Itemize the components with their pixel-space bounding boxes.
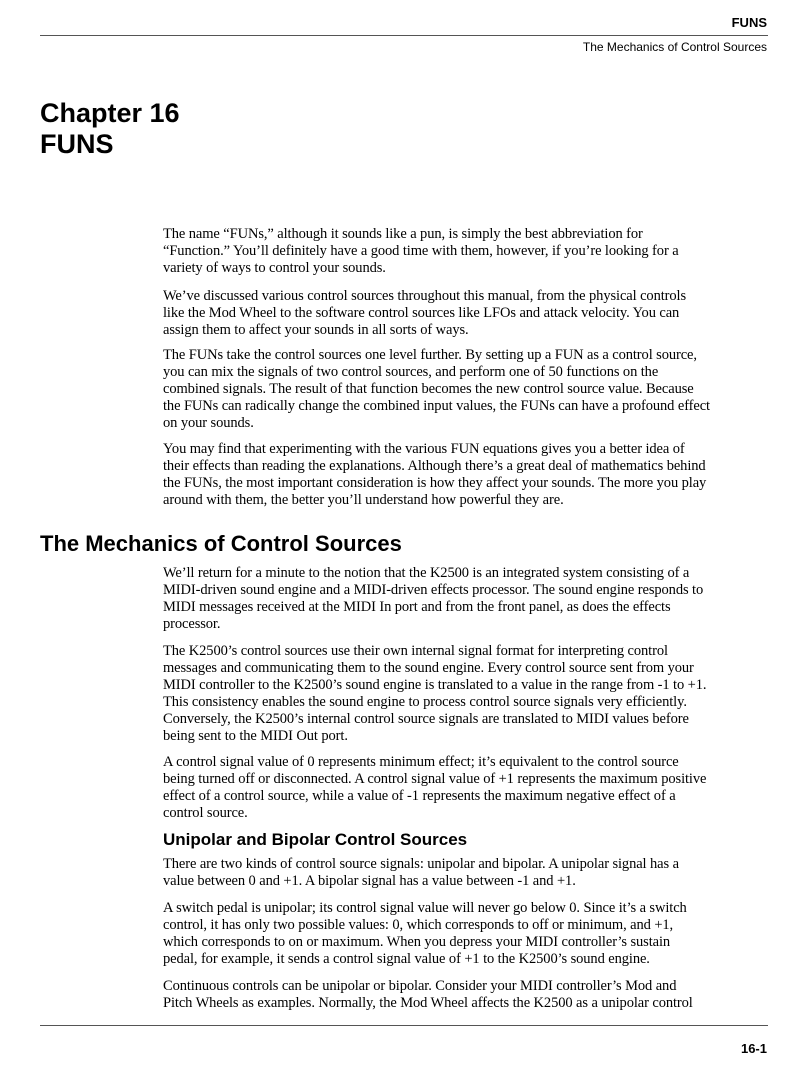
text-line: their effects than reading the explanations. Although there’s a great deal of mathematics behind (163, 458, 706, 474)
text-line: like the Mod Wheel to the software control sources like LFOs and attack velocity. You can (163, 305, 680, 321)
text-line: around with them, the better you’ll understand how powerful they are. (163, 492, 564, 508)
text-line: This consistency enables the sound engine to process control source signals very efficiently. (163, 694, 687, 710)
text-line: control source. (163, 805, 248, 821)
text-line: pedal, for example, it sends a control signal value of +1 to the K2500’s sound engine. (163, 951, 650, 967)
text-line: which corresponds to on or maximum. When you depress your MIDI controller’s sustain (163, 934, 671, 950)
text-line: “Function.” You’ll definitely have a good time with them, however, if you’re looking for a (163, 243, 679, 259)
body-paragraph (163, 978, 773, 1012)
body-paragraph (163, 856, 773, 890)
text-line: You may find that experimenting with the various FUN equations gives you a better idea of (163, 441, 685, 457)
running-header-subtitle: The Mechanics of Control Sources (582, 40, 767, 54)
text-line: Pitch Wheels as examples. Normally, the Mod Wheel affects the K2500 as a unipolar control (163, 995, 693, 1011)
page-number: 16-1 (740, 1041, 767, 1056)
text-line: effect of a control source, while a value of -1 represents the maximum negative effect of a (163, 788, 676, 804)
text-line: MIDI controller to the K2500’s sound engine is translated to a value in the range from -1 to +1. (163, 677, 707, 693)
subsection-heading: Unipolar and Bipolar Control Sources (163, 830, 468, 849)
text-line: being sent to the MIDI Out port. (163, 728, 348, 744)
text-line: The K2500’s control sources use their own internal signal format for interpreting control (163, 643, 668, 659)
header-rule (40, 35, 768, 36)
text-line: We’ve discussed various control sources throughout this manual, from the physical controls (163, 288, 686, 304)
intro-paragraph (163, 347, 773, 432)
chapter-heading (40, 98, 180, 160)
text-line: There are two kinds of control source signals: unipolar and bipolar. A unipolar signal has a (163, 856, 679, 872)
text-line: processor. (163, 616, 221, 632)
text-line: messages and communicating them to the sound engine. Every control source sent from your (163, 660, 694, 676)
section-heading: The Mechanics of Control Sources (40, 531, 402, 556)
body-paragraph (163, 900, 773, 968)
text-line: We’ll return for a minute to the notion that the K2500 is an integrated system consisting of a (163, 565, 690, 581)
text-line: The FUNs take the control sources one level further. By setting up a FUN as a control source, (163, 347, 697, 363)
text-line: control, it has only two possible values: 0, which corresponds to off or minimum, and +1, (163, 917, 674, 933)
intro-paragraph (163, 441, 773, 509)
text-line: on your sounds. (163, 415, 254, 431)
text-line: being turned off or disconnected. A control signal value of +1 represents the maximum positive (163, 771, 707, 787)
text-line: variety of ways to control your sounds. (163, 260, 386, 276)
text-line: assign them to affect your sounds in all sorts of ways. (163, 322, 469, 338)
text-line: value between 0 and +1. A bipolar signal has a value between -1 and +1. (163, 873, 576, 889)
text-line: A control signal value of 0 represents minimum effect; it’s equivalent to the control source (163, 754, 679, 770)
text-line: MIDI-driven sound engine and a MIDI-driven effects processor. The sound engine responds to (163, 582, 704, 598)
chapter-title: FUNS (40, 129, 114, 159)
intro-paragraph (163, 226, 773, 277)
text-line: the FUNs can radically change the combined input values, the FUNs can have a profound effect (163, 398, 710, 414)
text-line: Conversely, the K2500’s internal control source signals are translated to MIDI values before (163, 711, 689, 727)
body-paragraph (163, 643, 773, 745)
text-line: The name “FUNs,” although it sounds like a pun, is simply the best abbreviation for (163, 226, 643, 242)
text-line: combined signals. The result of that function becomes the new control source value. Because (163, 381, 694, 397)
body-paragraph (163, 754, 773, 822)
intro-paragraph (163, 288, 773, 339)
text-line: A switch pedal is unipolar; its control signal value will never go below 0. Since it’s a switch (163, 900, 687, 916)
text-line: MIDI messages received at the MIDI In port and from the front panel, as does the effects (163, 599, 671, 615)
running-header-title: FUNS (731, 15, 767, 30)
text-line: you can mix the signals of two control sources, and perform one of 50 functions on the (163, 364, 659, 380)
chapter-number: Chapter 16 (40, 98, 180, 128)
text-line: the FUNs, the most important consideration is how they affect your sounds. The more you play (163, 475, 707, 491)
body-paragraph (163, 565, 773, 633)
text-line: Continuous controls can be unipolar or bipolar. Consider your MIDI controller’s Mod and (163, 978, 677, 994)
footer-rule (40, 1025, 768, 1026)
